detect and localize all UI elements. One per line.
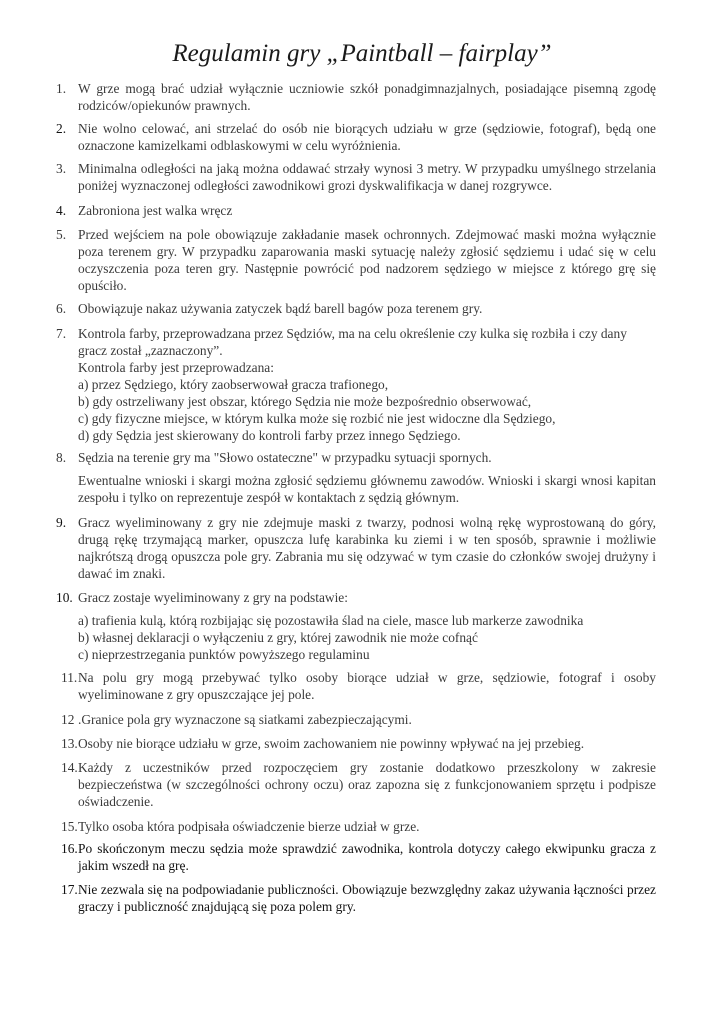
rule-text: Gracz wyeliminowany z gry nie zdejmuje maski z twarzy, podnosi wolną rękę wyprostowaną do góry, drugą rękę trzymającą marker, opuszcza lufę karabinka ku ziemi i w ten sposób, sprawnie i możliwie najkrótszą drogą opuszcza pole gry. Zabrania mu się odzywać w tym czasie do członków swojej drużyny i dawać im znaki. <box>78 515 656 581</box>
rule-text: Po skończonym meczu sędzia może sprawdzić zawodnika, kontrola dotyczy całego ekwipunku gracza z jakim wszedł na grę. <box>78 841 656 873</box>
rule-sub-item: b) gdy ostrzeliwany jest obszar, którego Sędzia nie może bezpośrednio obserwować, <box>78 394 532 409</box>
rule-text: Minimalna odległości na jaką można oddawać strzały wynosi 3 metry. W przypadku umyślnego strzelania poniżej wyznaczonej odległości zawodnikowi grozi dyskwalifikacja w danej rozgrywce. <box>78 161 656 193</box>
rule-number: 13. <box>61 736 78 751</box>
rule-item-7 <box>56 325 656 444</box>
rule-text: Na polu gry mogą przebywać tylko osoby biorące udział w grze, sędziowie, fotograf i osoby wyeliminowane z gry opuszczające jej pole. <box>78 670 656 702</box>
rule-item-12 <box>56 711 656 728</box>
rule-item-14 <box>56 759 656 810</box>
rule-text: Każdy z uczestników przed rozpoczęciem gry zostanie dodatkowo przeszkolony w zakresie bezpieczeństwa (w szczególności ochrony oczu) oraz zapozna się z funkcjonowaniem sprzętu i podpisze oświadczenie. <box>78 760 656 809</box>
rule-text: Tylko osoba która podpisała oświadczenie bierze udział w grze. <box>78 819 420 834</box>
rule-text: Obowiązuje nakaz używania zatyczek bądź barell bagów poza terenem gry. <box>78 301 483 316</box>
rule-number: 1. <box>56 81 67 96</box>
rule-text: Gracz zostaje wyeliminowany z gry na podstawie: <box>78 590 348 605</box>
rule-text: .Granice pola gry wyznaczone są siatkami zabezpieczającymi. <box>78 712 412 727</box>
rule-sub-item: d) gdy Sędzia jest skierowany do kontroli farby przez innego Sędziego. <box>78 428 461 443</box>
rule-item-2 <box>56 120 656 154</box>
rule-item-6 <box>56 300 656 317</box>
rule-number: 7. <box>56 326 67 341</box>
rule-text: Nie wolno celować, ani strzelać do osób nie biorących udziału w grze (sędziowie, fotograf), będą one oznaczone kamizelkami odblaskowymi w celu wyróżnienia. <box>78 121 656 153</box>
rule-sub-item: b) własnej deklaracji o wyłączeniu z gry, której zawodnik nie może cofnąć <box>78 630 478 645</box>
rule-text: W grze mogą brać udział wyłącznie uczniowie szkół ponadgimnazjalnych, posiadające pisemną zgodę rodziców/opiekunów prawnych. <box>78 81 656 113</box>
rule-number: 11. <box>61 670 78 685</box>
rule-text: Przed wejściem na pole obowiązuje zakładanie masek ochronnych. Zdejmować maski można wyłącznie poza terenem gry. W przypadku zaparowania maski sytuację należy zgłosić sędziemu i udać się w celu oczyszczenia poza teren gry. Następnie powrócić pod nadzorem sędziego w miejsce z którego grę się opuściło. <box>78 227 656 293</box>
rule-sub-item: c) nieprzestrzegania punktów powyższego regulaminu <box>78 647 370 662</box>
rule-item-11 <box>56 669 656 703</box>
rule-number: 8. <box>56 450 67 465</box>
rule-text: Nie zezwala się na podpowiadanie publiczności. Obowiązuje bezwzględny zakaz używania łączności przez graczy i publiczność znajdującą się poza polem gry. <box>78 882 656 914</box>
rule-number: 12 <box>61 712 75 727</box>
rule-extra: Ewentualne wnioski i skargi można zgłosić sędziemu głównemu zawodów. Wnioski i skargi wnosi kapitan zespołu i tylko on reprezentuje zespół w kontaktach z sędzią głównym. <box>78 473 656 505</box>
rule-number: 14. <box>61 760 78 775</box>
rule-number: 2. <box>56 121 67 136</box>
rule-item-4 <box>56 202 656 219</box>
rule-item-9 <box>56 514 656 582</box>
rule-text: Osoby nie biorące udziału w grze, swoim zachowaniem nie powinny wpływać na jej przebieg. <box>78 736 585 751</box>
page-title: Regulamin gry „Paintball – fairplay” <box>172 40 552 67</box>
rule-sub-item: a) trafienia kulą, którą rozbijając się pozostawiła ślad na ciele, masce lub markerze zawodnika <box>78 613 584 628</box>
rule-number: 9. <box>56 515 67 530</box>
rule-item-16 <box>56 840 656 874</box>
rule-number: 6. <box>56 301 67 316</box>
rule-item-5 <box>56 226 656 294</box>
rule-item-8 <box>56 449 656 506</box>
rule-number: 10. <box>56 590 73 605</box>
rule-item-13 <box>56 735 656 752</box>
rule-number: 15. <box>61 819 78 834</box>
rule-number: 16. <box>61 841 78 856</box>
rule-item-1 <box>56 80 656 114</box>
rule-intro: Kontrola farby jest przeprowadzana: <box>78 360 274 375</box>
rule-item-3 <box>56 160 656 194</box>
rule-item-17 <box>56 881 656 915</box>
rule-text: Sędzia na terenie gry ma "Słowo ostateczne" w przypadku sytuacji spornych. <box>78 450 492 465</box>
rule-item-15 <box>56 818 656 835</box>
rule-sub-item: a) przez Sędziego, który zaobserwował gracza trafionego, <box>78 377 389 392</box>
rule-text: Zabroniona jest walka wręcz <box>78 203 233 218</box>
rule-item-10 <box>56 589 656 663</box>
rule-number: 17. <box>61 882 78 897</box>
rule-number: 3. <box>56 161 67 176</box>
rule-sub-item: c) gdy fizyczne miejsce, w którym kulka może się rozbić nie jest widoczne dla Sędziego, <box>78 411 556 426</box>
rule-text: Kontrola farby, przeprowadzana przez Sędziów, ma na celu określenie czy kulka się rozbiła i czy dany gracz został „zaznaczony”. <box>78 326 627 358</box>
rule-number: 5. <box>56 227 67 242</box>
rule-number: 4. <box>56 203 67 218</box>
